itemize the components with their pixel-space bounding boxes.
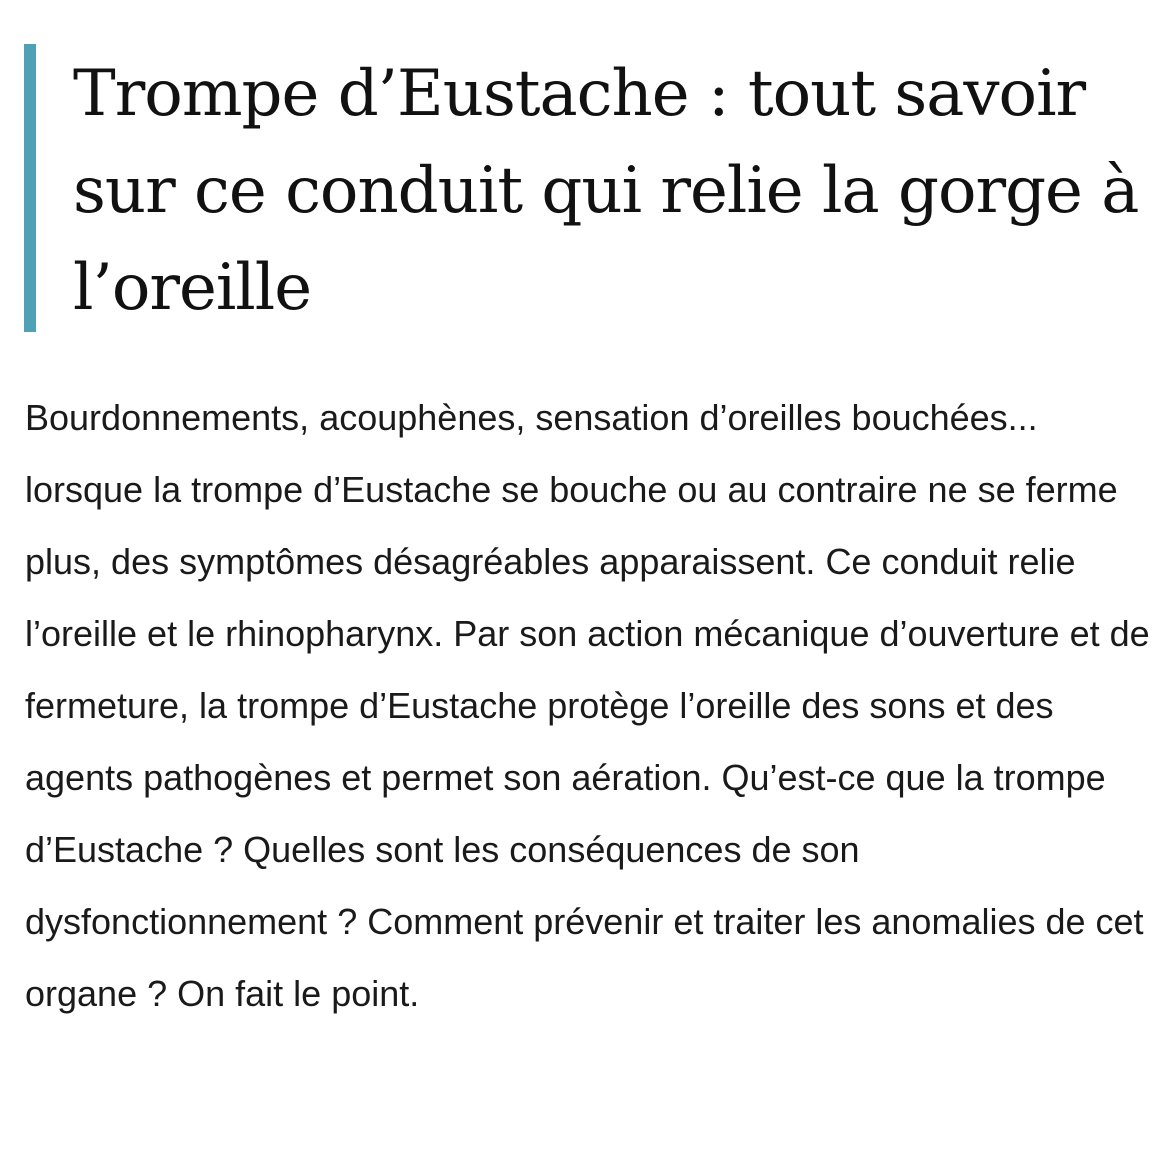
page-title: Trompe d’Eustache : tout savoir sur ce conduit qui relie la gorge à l’oreille <box>73 57 1139 325</box>
article-intro: Bourdonnements, acouphènes, sensation d’oreilles bouchées... lorsque la trompe d’Eustache se bouche ou au contraire ne se ferme plus, des symptômes désagréables apparaissent. Ce conduit relie l’oreille et le rhinopharynx. Par son action mécanique d’ouverture et de fermeture, la trompe d’Eustache protège l’oreille des sons et des agents pathogènes et permet son aération. Qu’est-ce que la trompe d’Eustache ? Quelles sont les conséquences de son dysfonctionnement ? Comment prévenir et traiter les anomalies de cet organe ? On fait le point. <box>25 397 1150 1014</box>
title-block <box>24 44 1139 332</box>
title-accent-bar <box>24 44 36 332</box>
